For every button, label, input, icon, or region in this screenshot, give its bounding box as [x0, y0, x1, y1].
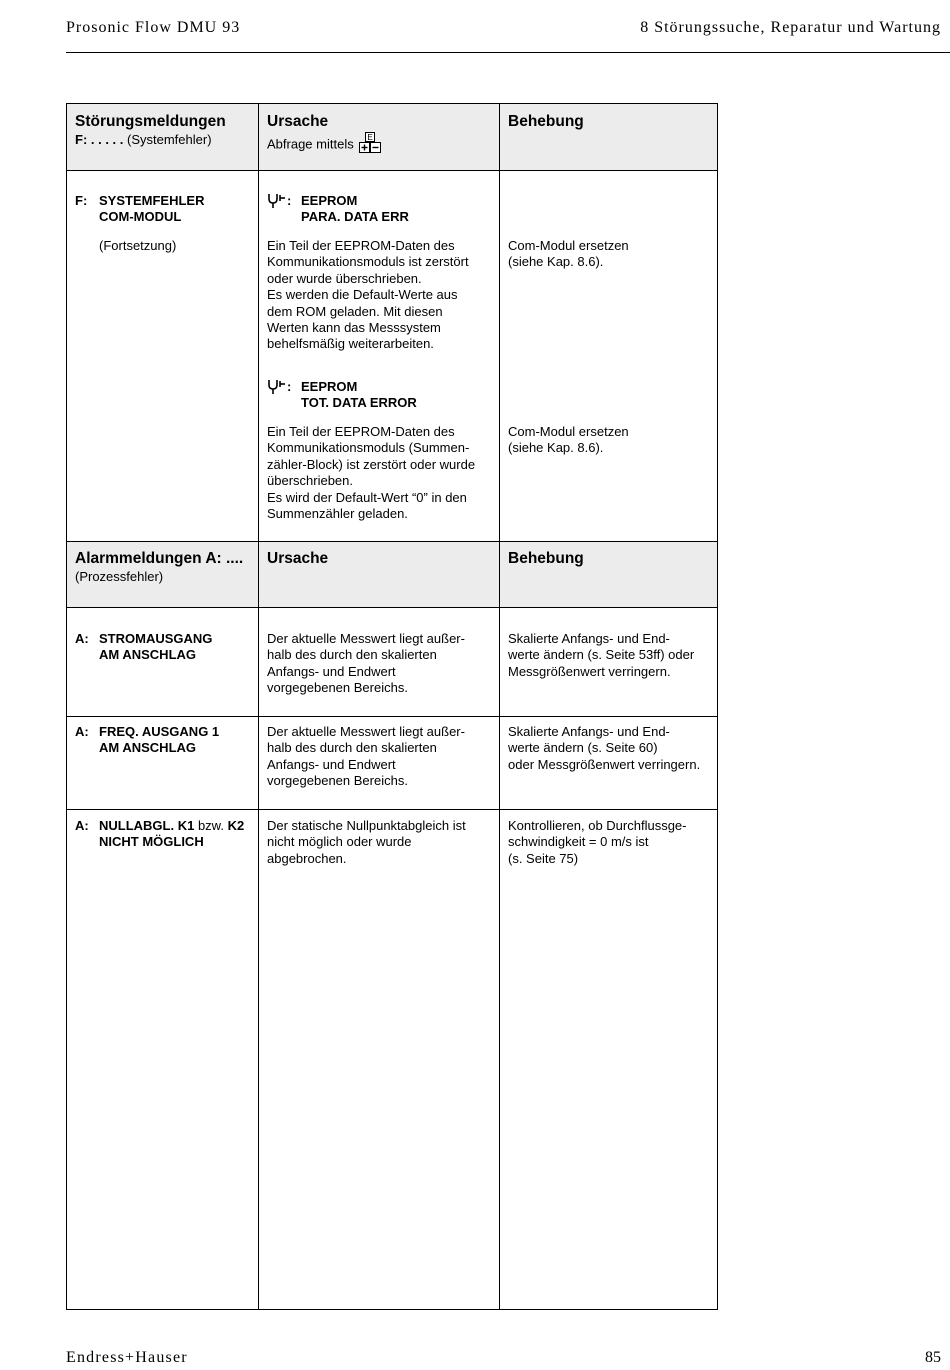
alarm-message	[75, 724, 255, 757]
keypad-icon	[357, 131, 383, 159]
sub1-remedy: Com-Modul ersetzen (siehe Kap. 8.6).	[508, 238, 629, 270]
alarm-header-col1-title: Alarmmeldungen A: ....	[75, 550, 244, 567]
alarm-header-col3-title: Behebung	[508, 550, 584, 567]
sub1-cause: : EEPROM PARA. DATA ERR Ein Teil der EEPROM-Daten des Kommunikationsmoduls ist zerstört oder wurde überschrieben. Es werden die Default-Werte aus dem ROM geladen. Mit diesen Werten kann das Messsystem behelfsmäßig weiterarbeiten.	[267, 193, 497, 353]
alarm-cause: Der statische Nullpunktabgleich ist nicht möglich oder wurde abgebrochen.	[267, 818, 466, 866]
alarm-line1: FREQ. AUSGANG 1	[99, 724, 220, 739]
column-divider	[499, 104, 500, 1309]
alarm-line1-b: bzw.	[194, 818, 228, 833]
header-col3-title: Behebung	[508, 113, 584, 130]
header-rule	[66, 52, 950, 53]
alarm-remedy: Skalierte Anfangs- und End- werte ändern (s. Seite 53ff) oder Messgrößenwert verringern.	[508, 631, 695, 679]
alarm-header-col1	[75, 549, 255, 585]
cause-text: Ein Teil der EEPROM-Daten des Kommunikationsmoduls (Summen- zähler-Block) ist zerstört oder wurde überschrieben. Es wird der Default-Wert “0” in den Summenzähler geladen.	[267, 424, 476, 522]
svg-text:E: E	[367, 133, 373, 142]
column-divider	[258, 104, 259, 1309]
message-line1: SYSTEMFEHLER	[99, 193, 205, 208]
header-col1-prefix: F: . . . . .	[75, 132, 124, 147]
footer-company: Endress+Hauser	[66, 1349, 188, 1366]
code-line2: TOT. DATA ERROR	[301, 395, 417, 411]
header-col2-title: Ursache	[267, 113, 329, 130]
cause-text: Ein Teil der EEPROM-Daten des Kommunikationsmoduls ist zerstört oder wurde überschrieben. Es werden die Default-Werte aus dem ROM geladen. Mit diesen Werten kann das Messsystem behelfsmäßig weiterarbeiten.	[267, 238, 469, 352]
alarm-message	[75, 818, 255, 851]
row-divider	[67, 809, 717, 810]
header-col2	[267, 112, 497, 159]
code-line1: EEPROM	[301, 193, 358, 208]
alarm-line2: NICHT MÖGLICH	[99, 834, 204, 850]
message-prefix: F:	[75, 193, 88, 208]
alarm-cause: Der aktuelle Messwert liegt außer- halb des durch den skalierten Anfangs- und Endwert vorgegebenen Bereichs.	[267, 631, 465, 696]
alarm-remedy: Kontrollieren, ob Durchflussge- schwindigkeit = 0 m/s ist (s. Seite 75)	[508, 818, 687, 866]
troubleshooting-table	[66, 103, 718, 1310]
row-divider	[67, 716, 717, 717]
header-right: 8 Störungssuche, Reparatur und Wartung	[640, 19, 941, 36]
service-icon	[267, 193, 287, 213]
alarm-header-col2	[267, 549, 497, 568]
alarm-cause: Der aktuelle Messwert liegt außer- halb des durch den skalierten Anfangs- und Endwert vorgegebenen Bereichs.	[267, 724, 465, 789]
sub2-cause: : EEPROM TOT. DATA ERROR Ein Teil der EEPROM-Daten des Kommunikationsmoduls (Summen- zähler-Block) ist zerstört oder wurde überschrieben. Es wird der Default-Wert “0” in den Summenzähler geladen.	[267, 379, 497, 522]
alarm-line2: AM ANSCHLAG	[99, 740, 197, 756]
alarm-prefix: A:	[75, 818, 89, 833]
alarm-line1-c: K2	[227, 818, 245, 833]
system-error-message	[75, 193, 255, 254]
alarm-header-col2-title: Ursache	[267, 550, 329, 567]
code-line2: PARA. DATA ERR	[301, 209, 409, 225]
sub2-remedy: Com-Modul ersetzen (siehe Kap. 8.6).	[508, 424, 629, 456]
alarm-line1: STROMAUSGANG	[99, 631, 213, 646]
alarm-prefix: A:	[75, 631, 89, 646]
header-col1	[75, 112, 255, 148]
code-line1: EEPROM	[301, 379, 358, 394]
alarm-header-col3	[508, 549, 708, 568]
header-col1-title: Störungsmeldungen	[75, 113, 226, 130]
header-left: Prosonic Flow DMU 93	[66, 19, 241, 36]
header-col1-sub: (Systemfehler)	[127, 132, 212, 147]
alarm-remedy: Skalierte Anfangs- und End- werte ändern (s. Seite 60) oder Messgrößenwert verringern.	[508, 724, 701, 772]
message-line2: COM-MODUL	[99, 209, 182, 225]
alarm-line1-a: NULLABGL. K1	[99, 818, 195, 833]
page-number: 85	[925, 1349, 941, 1366]
alarm-line2: AM ANSCHLAG	[99, 647, 197, 663]
header-col2-sub: Abfrage mittels	[267, 136, 354, 152]
continuation-note: (Fortsetzung)	[99, 237, 177, 253]
alarm-prefix: A:	[75, 724, 89, 739]
alarm-message	[75, 631, 255, 664]
service-icon	[267, 379, 287, 399]
alarm-header-col1-sub: (Prozessfehler)	[75, 569, 164, 584]
header-col3	[508, 112, 708, 131]
